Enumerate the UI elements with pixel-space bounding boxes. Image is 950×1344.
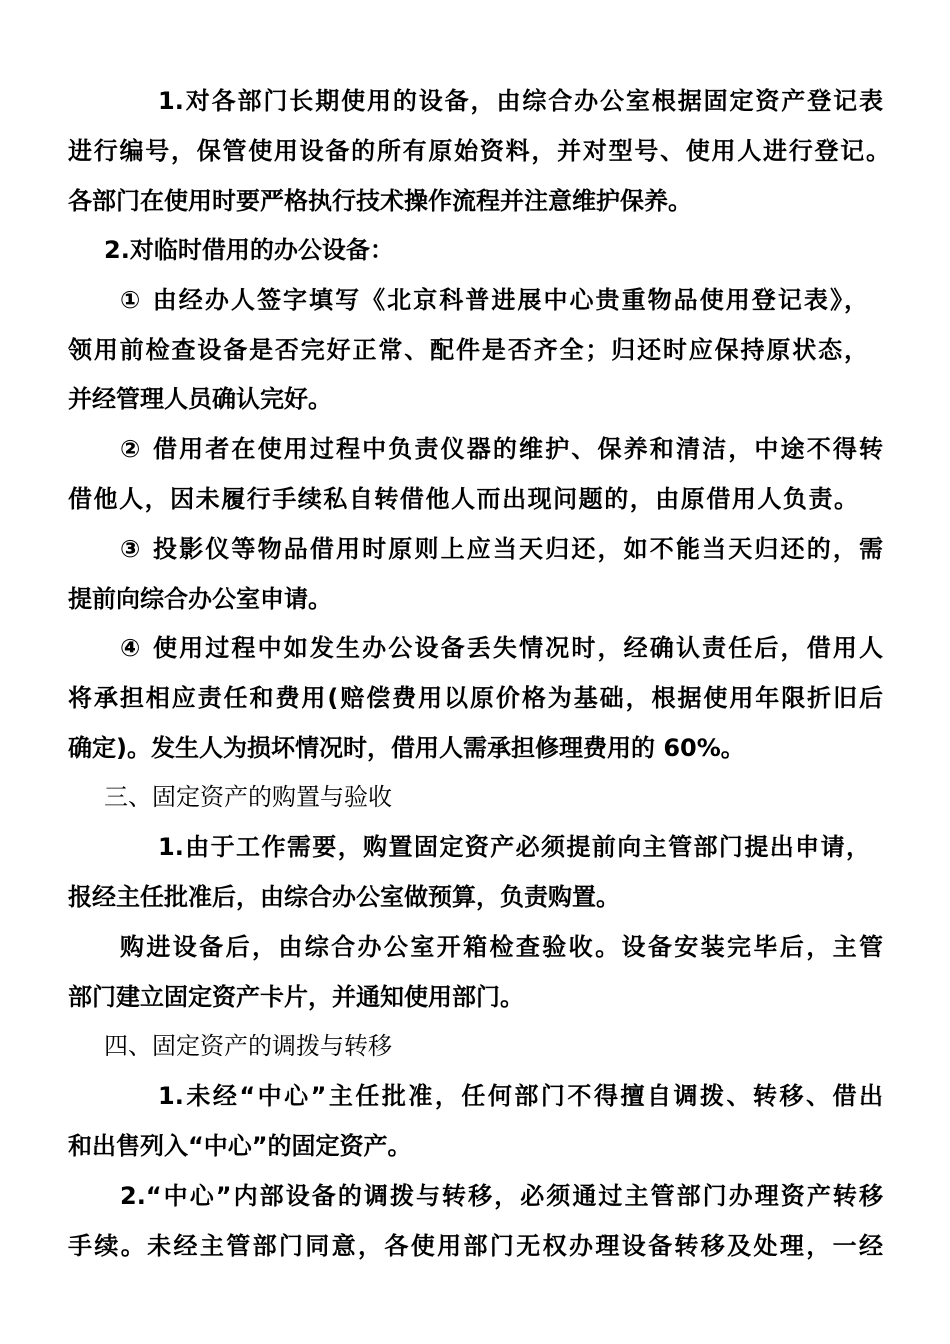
section-subheading: 2.对临时借用的办公设备： <box>104 236 394 264</box>
list-item-line: ④ 使用过程中如发生办公设备丢失情况时，经确认责任后，借用人 <box>120 634 883 662</box>
paragraph-line: 报经主任批准后，由综合办公室做预算，负责购置。 <box>68 883 620 911</box>
list-item-line: 确定)。发生人为损坏情况时，借用人需承担修理费用的 60%。 <box>68 734 745 762</box>
paragraph-line: 各部门在使用时要严格执行技术操作流程并注意维护保养。 <box>68 187 692 215</box>
paragraph-line: 1.由于工作需要，购置固定资产必须提前向主管部门提出申请， <box>158 833 870 861</box>
paragraph-line: 进行编号，保管使用设备的所有原始资料，并对型号、使用人进行登记。 <box>68 137 890 165</box>
list-item-line: 提前向综合办公室申请。 <box>68 585 332 613</box>
paragraph-line: 部门建立固定资产卡片，并通知使用部门。 <box>68 983 524 1011</box>
paragraph-line: 购进设备后，由综合办公室开箱检查验收。设备安装完毕后，主管 <box>120 933 883 961</box>
paragraph-line: 手续。未经主管部门同意，各使用部门无权办理设备转移及处理，一经 <box>68 1232 883 1260</box>
list-item-line: ② 借用者在使用过程中负责仪器的维护、保养和清洁，中途不得转 <box>120 435 883 463</box>
list-item-line: ③ 投影仪等物品借用时原则上应当天归还，如不能当天归还的，需 <box>120 535 883 563</box>
list-item-line: 并经管理人员确认完好。 <box>68 385 332 413</box>
list-item-line: ① 由经办人签字填写《北京科普进展中心贵重物品使用登记表》， <box>120 286 868 314</box>
paragraph-line: 1.对各部门长期使用的设备，由综合办公室根据固定资产登记表 <box>158 87 883 115</box>
list-item-line: 将承担相应责任和费用(赔偿费用以原价格为基础，根据使用年限折旧后 <box>68 684 883 712</box>
section-heading: 三、固定资产的购置与验收 <box>104 783 392 811</box>
list-item-line: 领用前检查设备是否完好正常、配件是否齐全；归还时应保持原状态， <box>68 336 868 364</box>
section-heading: 四、固定资产的调拨与转移 <box>104 1032 392 1060</box>
paragraph-line: 和出售列入“中心”的固定资产。 <box>68 1132 412 1160</box>
list-item-line: 借他人，因未履行手续私自转借他人而出现问题的，由原借用人负责。 <box>68 485 858 513</box>
paragraph-line: 2.“中心”内部设备的调拨与转移，必须通过主管部门办理资产转移 <box>120 1182 883 1210</box>
paragraph-line: 1.未经“中心”主任批准，任何部门不得擅自调拨、转移、借出 <box>158 1082 883 1110</box>
